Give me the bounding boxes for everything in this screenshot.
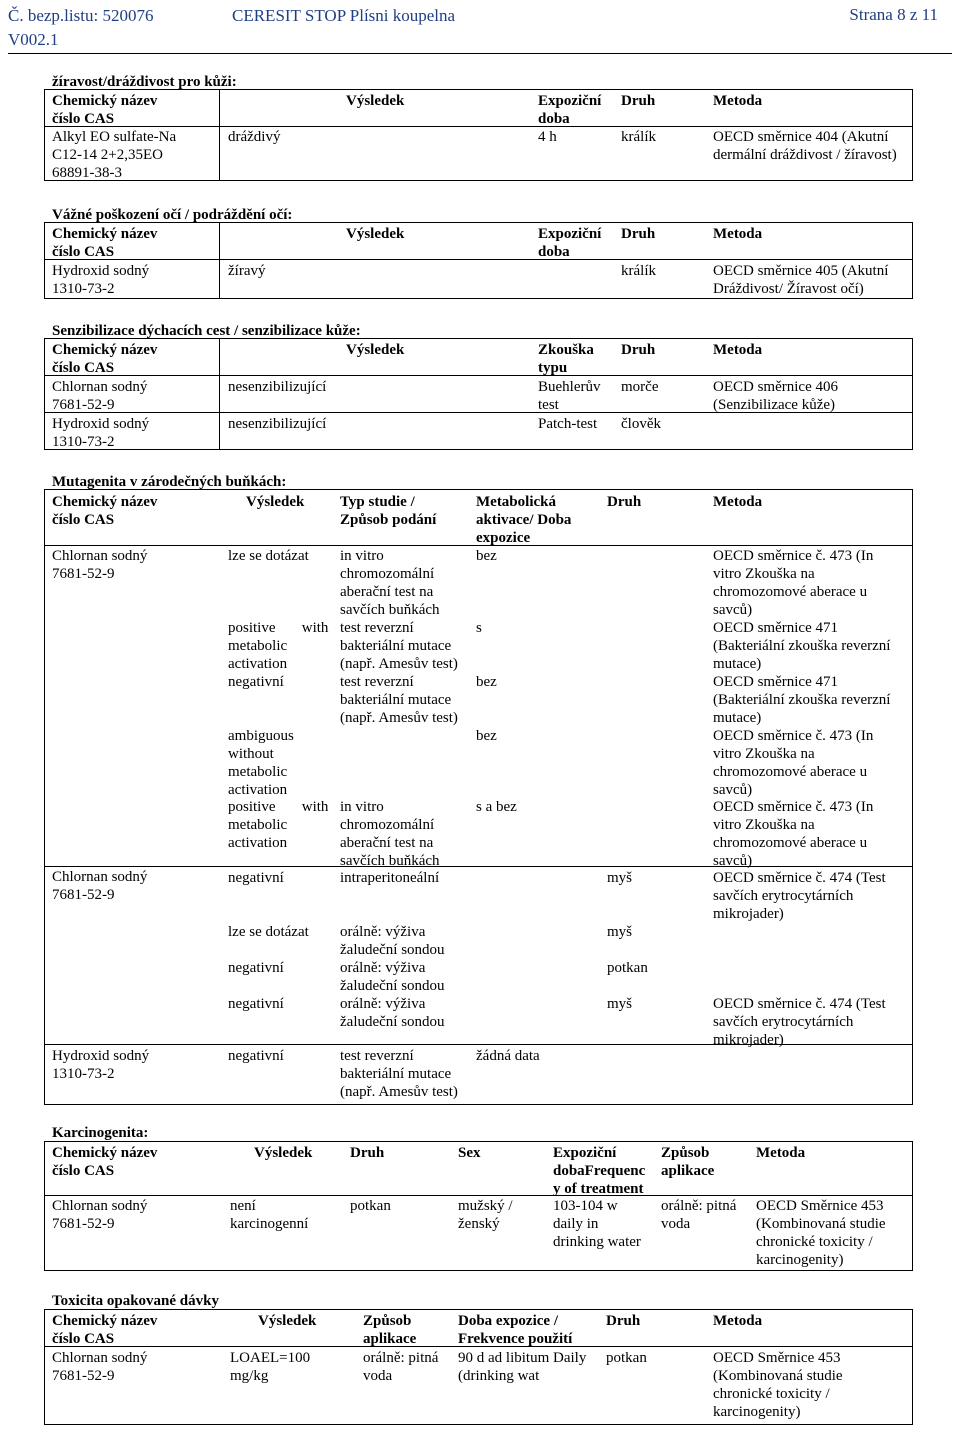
study-type-cell: žaludeční sondou — [340, 978, 445, 994]
cas-number: 1310-73-2 — [52, 1066, 115, 1082]
table-row-divider — [44, 375, 913, 376]
method-cell: karcinogenity) — [756, 1252, 844, 1268]
method-cell: OECD směrnice 406 — [713, 379, 838, 395]
cas-number: 7681-52-9 — [52, 397, 115, 413]
result-cell: dráždivý — [228, 129, 281, 145]
column-header-species: Druh — [350, 1145, 385, 1161]
result-cell: activation — [228, 656, 288, 672]
exposure-cell: 90 d ad libitum Daily — [458, 1350, 587, 1366]
method-cell: chromozomové aberace u — [713, 584, 868, 600]
column-header-activation-3: expozice — [476, 530, 531, 546]
species-cell: myš — [607, 996, 633, 1012]
column-header-chemical: Chemický název — [52, 342, 158, 358]
column-header-exposure: Expoziční — [553, 1145, 617, 1161]
test-type-cell: Buehlerův — [538, 379, 601, 395]
chemical-name: Hydroxid sodný — [52, 416, 150, 432]
table-col-divider — [219, 338, 220, 450]
column-header-application-2: aplikace — [661, 1163, 715, 1179]
result-cell: nesenzibilizující — [228, 416, 327, 432]
column-header-chemical: Chemický název — [52, 1313, 158, 1329]
column-header-species: Druh — [621, 226, 656, 242]
table-col-divider — [219, 222, 220, 299]
column-header-result: Výsledek — [346, 226, 405, 242]
cas-number: 7681-52-9 — [52, 566, 115, 582]
study-type-cell: aberační test na — [340, 584, 434, 600]
species-cell: morče — [621, 379, 659, 395]
column-header-chemical: Chemický název — [52, 226, 158, 242]
activation-cell: s a bez — [476, 799, 517, 815]
method-cell: karcinogenity) — [713, 1404, 801, 1420]
column-header-exposure: Expoziční — [538, 226, 602, 242]
column-header-chemical: Chemický název — [52, 93, 158, 109]
section-title-eye: Vážné poškození očí / podráždění očí: — [52, 207, 293, 223]
result-cell: nesenzibilizující — [228, 379, 327, 395]
result-cell: mg/kg — [230, 1368, 269, 1384]
method-cell: chronické toxicity / — [756, 1234, 873, 1250]
table-row-divider — [44, 126, 913, 127]
chemical-name: Chlornan sodný — [52, 869, 148, 885]
method-cell: OECD směrnice č. 473 (In — [713, 728, 874, 744]
chemical-name: C12-14 2+2,35EO — [52, 147, 163, 163]
sheet-number: Č. bezp.listu: 520076 — [8, 6, 154, 25]
species-cell: myš — [607, 870, 633, 886]
study-type-cell: orálně: výživa — [340, 996, 426, 1012]
column-header-cas: číslo CAS — [52, 1331, 115, 1347]
column-header-chemical: Chemický název — [52, 494, 158, 510]
column-header-result: Výsledek — [346, 342, 405, 358]
activation-cell: s — [476, 620, 482, 636]
column-header-result: Výsledek — [258, 1313, 317, 1329]
column-header-method: Metoda — [713, 93, 763, 109]
method-cell: (Senzibilizace kůže) — [713, 397, 836, 413]
method-cell: dermální dráždivost / žíravost) — [713, 147, 897, 163]
method-cell: savčích erytrocytárních — [713, 888, 854, 904]
column-header-sex: Sex — [458, 1145, 481, 1161]
study-type-cell: žaludeční sondou — [340, 942, 445, 958]
study-type-cell: orálně: výživa — [340, 960, 426, 976]
column-header-chemical: Chemický název — [52, 1145, 158, 1161]
species-cell: potkan — [606, 1350, 647, 1366]
study-type-cell: žaludeční sondou — [340, 1014, 445, 1030]
chemical-name: Chlornan sodný — [52, 1198, 148, 1214]
column-header-application: Způsob — [363, 1313, 412, 1329]
method-cell: OECD směrnice č. 473 (In — [713, 548, 874, 564]
result-cell: lze se dotázat — [228, 924, 309, 940]
column-header-exposure-2: dobaFrequenc — [553, 1163, 646, 1179]
sex-cell: ženský — [458, 1216, 500, 1232]
column-header-method: Metoda — [713, 342, 763, 358]
column-header-cas: číslo CAS — [52, 360, 115, 376]
column-header-method: Metoda — [713, 1313, 763, 1329]
activation-cell: bez — [476, 674, 497, 690]
result-cell: negativní — [228, 1048, 284, 1064]
method-cell: chronické toxicity / — [713, 1386, 830, 1402]
application-cell: voda — [661, 1216, 691, 1232]
result-cell: positive with — [228, 620, 329, 636]
column-header-study-type-2: Způsob podání — [340, 512, 437, 528]
table-row-divider — [44, 866, 913, 867]
exposure-cell: daily in — [553, 1216, 599, 1232]
chemical-name: Hydroxid sodný — [52, 263, 150, 279]
column-header-exposure: Expoziční — [538, 93, 602, 109]
column-header-cas: číslo CAS — [52, 512, 115, 528]
species-cell: myš — [607, 924, 633, 940]
result-cell: lze se dotázat — [228, 548, 309, 564]
section-title-repeated-dose: Toxicita opakované dávky — [52, 1293, 219, 1309]
species-cell: potkan — [607, 960, 648, 976]
result-cell: without — [228, 746, 274, 762]
study-type-cell: in vitro — [340, 799, 384, 815]
section-title-carcinogenicity: Karcinogenita: — [52, 1125, 149, 1141]
study-type-cell: bakteriální mutace — [340, 692, 452, 708]
method-cell: chromozomové aberace u — [713, 835, 868, 851]
application-cell: orálně: pitná — [661, 1198, 737, 1214]
study-type-cell: orálně: výživa — [340, 924, 426, 940]
activation-cell: bez — [476, 548, 497, 564]
method-cell: vitro Zkouška na — [713, 566, 815, 582]
column-header-method: Metoda — [756, 1145, 806, 1161]
cas-number: 7681-52-9 — [52, 887, 115, 903]
column-header-cas: číslo CAS — [52, 1163, 115, 1179]
test-type-cell: test — [538, 397, 559, 413]
study-type-cell: (např. Amesův test) — [340, 1084, 458, 1100]
method-cell: OECD Směrnice 453 — [713, 1350, 841, 1366]
column-header-result: Výsledek — [246, 494, 305, 510]
result-cell: není — [230, 1198, 256, 1214]
result-cell: negativní — [228, 674, 284, 690]
method-cell: (Kombinovaná studie — [756, 1216, 886, 1232]
method-cell: (Bakteriální zkouška reverzní — [713, 692, 891, 708]
method-cell: vitro Zkouška na — [713, 746, 815, 762]
chemical-name: Hydroxid sodný — [52, 1048, 150, 1064]
method-cell: OECD Směrnice 453 — [756, 1198, 884, 1214]
column-header-test-type: Zkouška — [538, 342, 594, 358]
method-cell: savců) — [713, 782, 753, 798]
result-cell: negativní — [228, 870, 284, 886]
activation-cell: žádná data — [476, 1048, 540, 1064]
column-header-study-type: Typ studie / — [340, 494, 415, 510]
page-number: Strana 8 z 11 — [849, 5, 938, 24]
column-header-species: Druh — [621, 342, 656, 358]
study-type-cell: savčích buňkách — [340, 853, 440, 869]
chemical-name: Chlornan sodný — [52, 1350, 148, 1366]
column-header-species: Druh — [607, 494, 642, 510]
method-cell: savců) — [713, 853, 753, 869]
species-cell: králík — [621, 263, 656, 279]
section-title-mutagenicity: Mutagenita v zárodečných buňkách: — [52, 474, 287, 490]
result-cell: žíravý — [228, 263, 266, 279]
cas-number: 1310-73-2 — [52, 281, 115, 297]
exposure-cell: 103-104 w — [553, 1198, 618, 1214]
study-type-cell: aberační test na — [340, 835, 434, 851]
method-cell: mutace) — [713, 656, 762, 672]
chemical-name: Alkyl EO sulfate-Na — [52, 129, 177, 145]
result-cell: karcinogenní — [230, 1216, 309, 1232]
table-row-divider — [44, 1195, 913, 1196]
column-header-result: Výsledek — [346, 93, 405, 109]
method-cell: OECD směrnice 471 — [713, 674, 838, 690]
method-cell: OECD směrnice 404 (Akutní — [713, 129, 889, 145]
method-cell: savců) — [713, 602, 753, 618]
application-cell: orálně: pitná — [363, 1350, 439, 1366]
exposure-cell: drinking water — [553, 1234, 641, 1250]
method-cell: OECD směrnice č. 474 (Test — [713, 870, 886, 886]
application-cell: voda — [363, 1368, 393, 1384]
column-header-test-type-2: typu — [538, 360, 568, 376]
chemical-name: Chlornan sodný — [52, 548, 148, 564]
result-cell: negativní — [228, 996, 284, 1012]
column-header-activation-2: aktivace/ Doba — [476, 512, 572, 528]
result-cell: negativní — [228, 960, 284, 976]
column-header-cas: číslo CAS — [52, 244, 115, 260]
column-header-species: Druh — [621, 93, 656, 109]
method-cell: vitro Zkouška na — [713, 817, 815, 833]
method-cell: OECD směrnice č. 473 (In — [713, 799, 874, 815]
species-cell: králík — [621, 129, 656, 145]
column-header-application: Způsob — [661, 1145, 710, 1161]
test-type-cell: Patch-test — [538, 416, 598, 432]
study-type-cell: chromozomální — [340, 566, 435, 582]
study-type-cell: bakteriální mutace — [340, 638, 452, 654]
study-type-cell: savčích buňkách — [340, 602, 440, 618]
method-cell: mutace) — [713, 710, 762, 726]
column-header-application-2: aplikace — [363, 1331, 417, 1347]
result-cell: activation — [228, 835, 288, 851]
method-cell: (Kombinovaná studie — [713, 1368, 843, 1384]
activation-cell: bez — [476, 728, 497, 744]
column-header-exposure-2: Frekvence použití — [458, 1331, 573, 1347]
column-header-species: Druh — [606, 1313, 641, 1329]
table-row-divider — [44, 259, 913, 260]
column-header-exposure-3: y of treatment — [553, 1181, 644, 1197]
study-type-cell: (např. Amesův test) — [340, 710, 458, 726]
cas-number: 68891-38-3 — [52, 165, 122, 181]
result-cell: metabolic — [228, 764, 288, 780]
version: V002.1 — [8, 30, 59, 49]
method-cell: mikrojader) — [713, 906, 784, 922]
method-cell: OECD směrnice 471 — [713, 620, 838, 636]
method-cell: savčích erytrocytárních — [713, 1014, 854, 1030]
study-type-cell: chromozomální — [340, 817, 435, 833]
column-header-cas: číslo CAS — [52, 111, 115, 127]
result-cell: metabolic — [228, 817, 288, 833]
column-header-exposure: Doba expozice / — [458, 1313, 558, 1329]
study-type-cell: in vitro — [340, 548, 384, 564]
exposure-cell: 4 h — [538, 129, 557, 145]
column-header-result: Výsledek — [254, 1145, 313, 1161]
column-header-exposure-2: doba — [538, 111, 570, 127]
product-name: CERESIT STOP Plísni koupelna — [232, 6, 456, 25]
study-type-cell: intraperitoneální — [340, 870, 440, 886]
species-cell: člověk — [621, 416, 661, 432]
section-title-sensitization: Senzibilizace dýchacích cest / senzibilizace kůže: — [52, 323, 361, 339]
result-cell: positive with — [228, 799, 329, 815]
method-cell: mikrojader) — [713, 1032, 784, 1048]
method-cell: Dráždivost/ Žíravost očí) — [713, 281, 864, 297]
method-cell: (Bakteriální zkouška reverzní — [713, 638, 891, 654]
cas-number: 7681-52-9 — [52, 1216, 115, 1232]
method-cell: OECD směrnice 405 (Akutní — [713, 263, 889, 279]
study-type-cell: test reverzní — [340, 1048, 414, 1064]
cas-number: 7681-52-9 — [52, 1368, 115, 1384]
method-cell: OECD směrnice č. 474 (Test — [713, 996, 886, 1012]
study-type-cell: test reverzní — [340, 620, 414, 636]
header-divider — [8, 53, 952, 54]
sex-cell: mužský / — [458, 1198, 513, 1214]
chemical-name: Chlornan sodný — [52, 379, 148, 395]
table-col-divider — [219, 89, 220, 181]
study-type-cell: test reverzní — [340, 674, 414, 690]
species-cell: potkan — [350, 1198, 391, 1214]
column-header-exposure-2: doba — [538, 244, 570, 260]
study-type-cell: bakteriální mutace — [340, 1066, 452, 1082]
result-cell: ambiguous — [228, 728, 294, 744]
column-header-method: Metoda — [713, 226, 763, 242]
column-header-method: Metoda — [713, 494, 763, 510]
column-header-activation: Metabolická — [476, 494, 556, 510]
exposure-cell: (drinking wat — [458, 1368, 540, 1384]
method-cell: chromozomové aberace u — [713, 764, 868, 780]
result-cell: LOAEL=100 — [230, 1350, 311, 1366]
section-title-skin: žíravost/dráždivost pro kůži: — [52, 74, 237, 90]
result-cell: metabolic — [228, 638, 288, 654]
cas-number: 1310-73-2 — [52, 434, 115, 450]
result-cell: activation — [228, 782, 288, 798]
study-type-cell: (např. Amesův test) — [340, 656, 458, 672]
